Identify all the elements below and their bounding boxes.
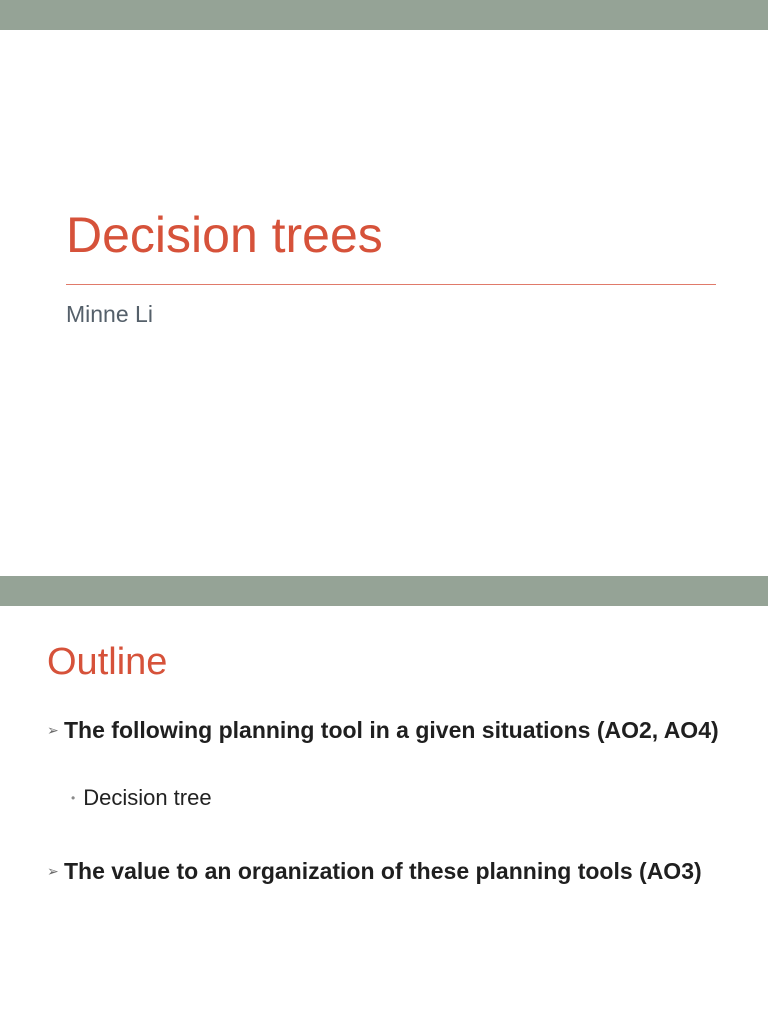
slide-subtitle: Minne Li xyxy=(66,301,153,327)
bullet-text: The value to an organization of these planning tools (AO3) xyxy=(64,858,702,884)
sub-bullet-text: Decision tree xyxy=(83,785,212,810)
dot-bullet-icon: • xyxy=(71,791,76,805)
slide-top-band xyxy=(0,0,768,30)
slide-separator-band xyxy=(0,576,768,606)
slide-title: Decision trees xyxy=(66,207,383,263)
bullet-item xyxy=(47,715,737,746)
outline-title: Outline xyxy=(47,641,168,683)
arrow-bullet-icon: ➢ xyxy=(47,863,59,879)
title-divider xyxy=(66,284,716,285)
bullet-text: The following planning tool in a given situations (AO2, AO4) xyxy=(64,717,719,743)
sub-bullet-item xyxy=(71,785,212,811)
arrow-bullet-icon: ➢ xyxy=(47,722,59,738)
bullet-item xyxy=(47,856,737,887)
